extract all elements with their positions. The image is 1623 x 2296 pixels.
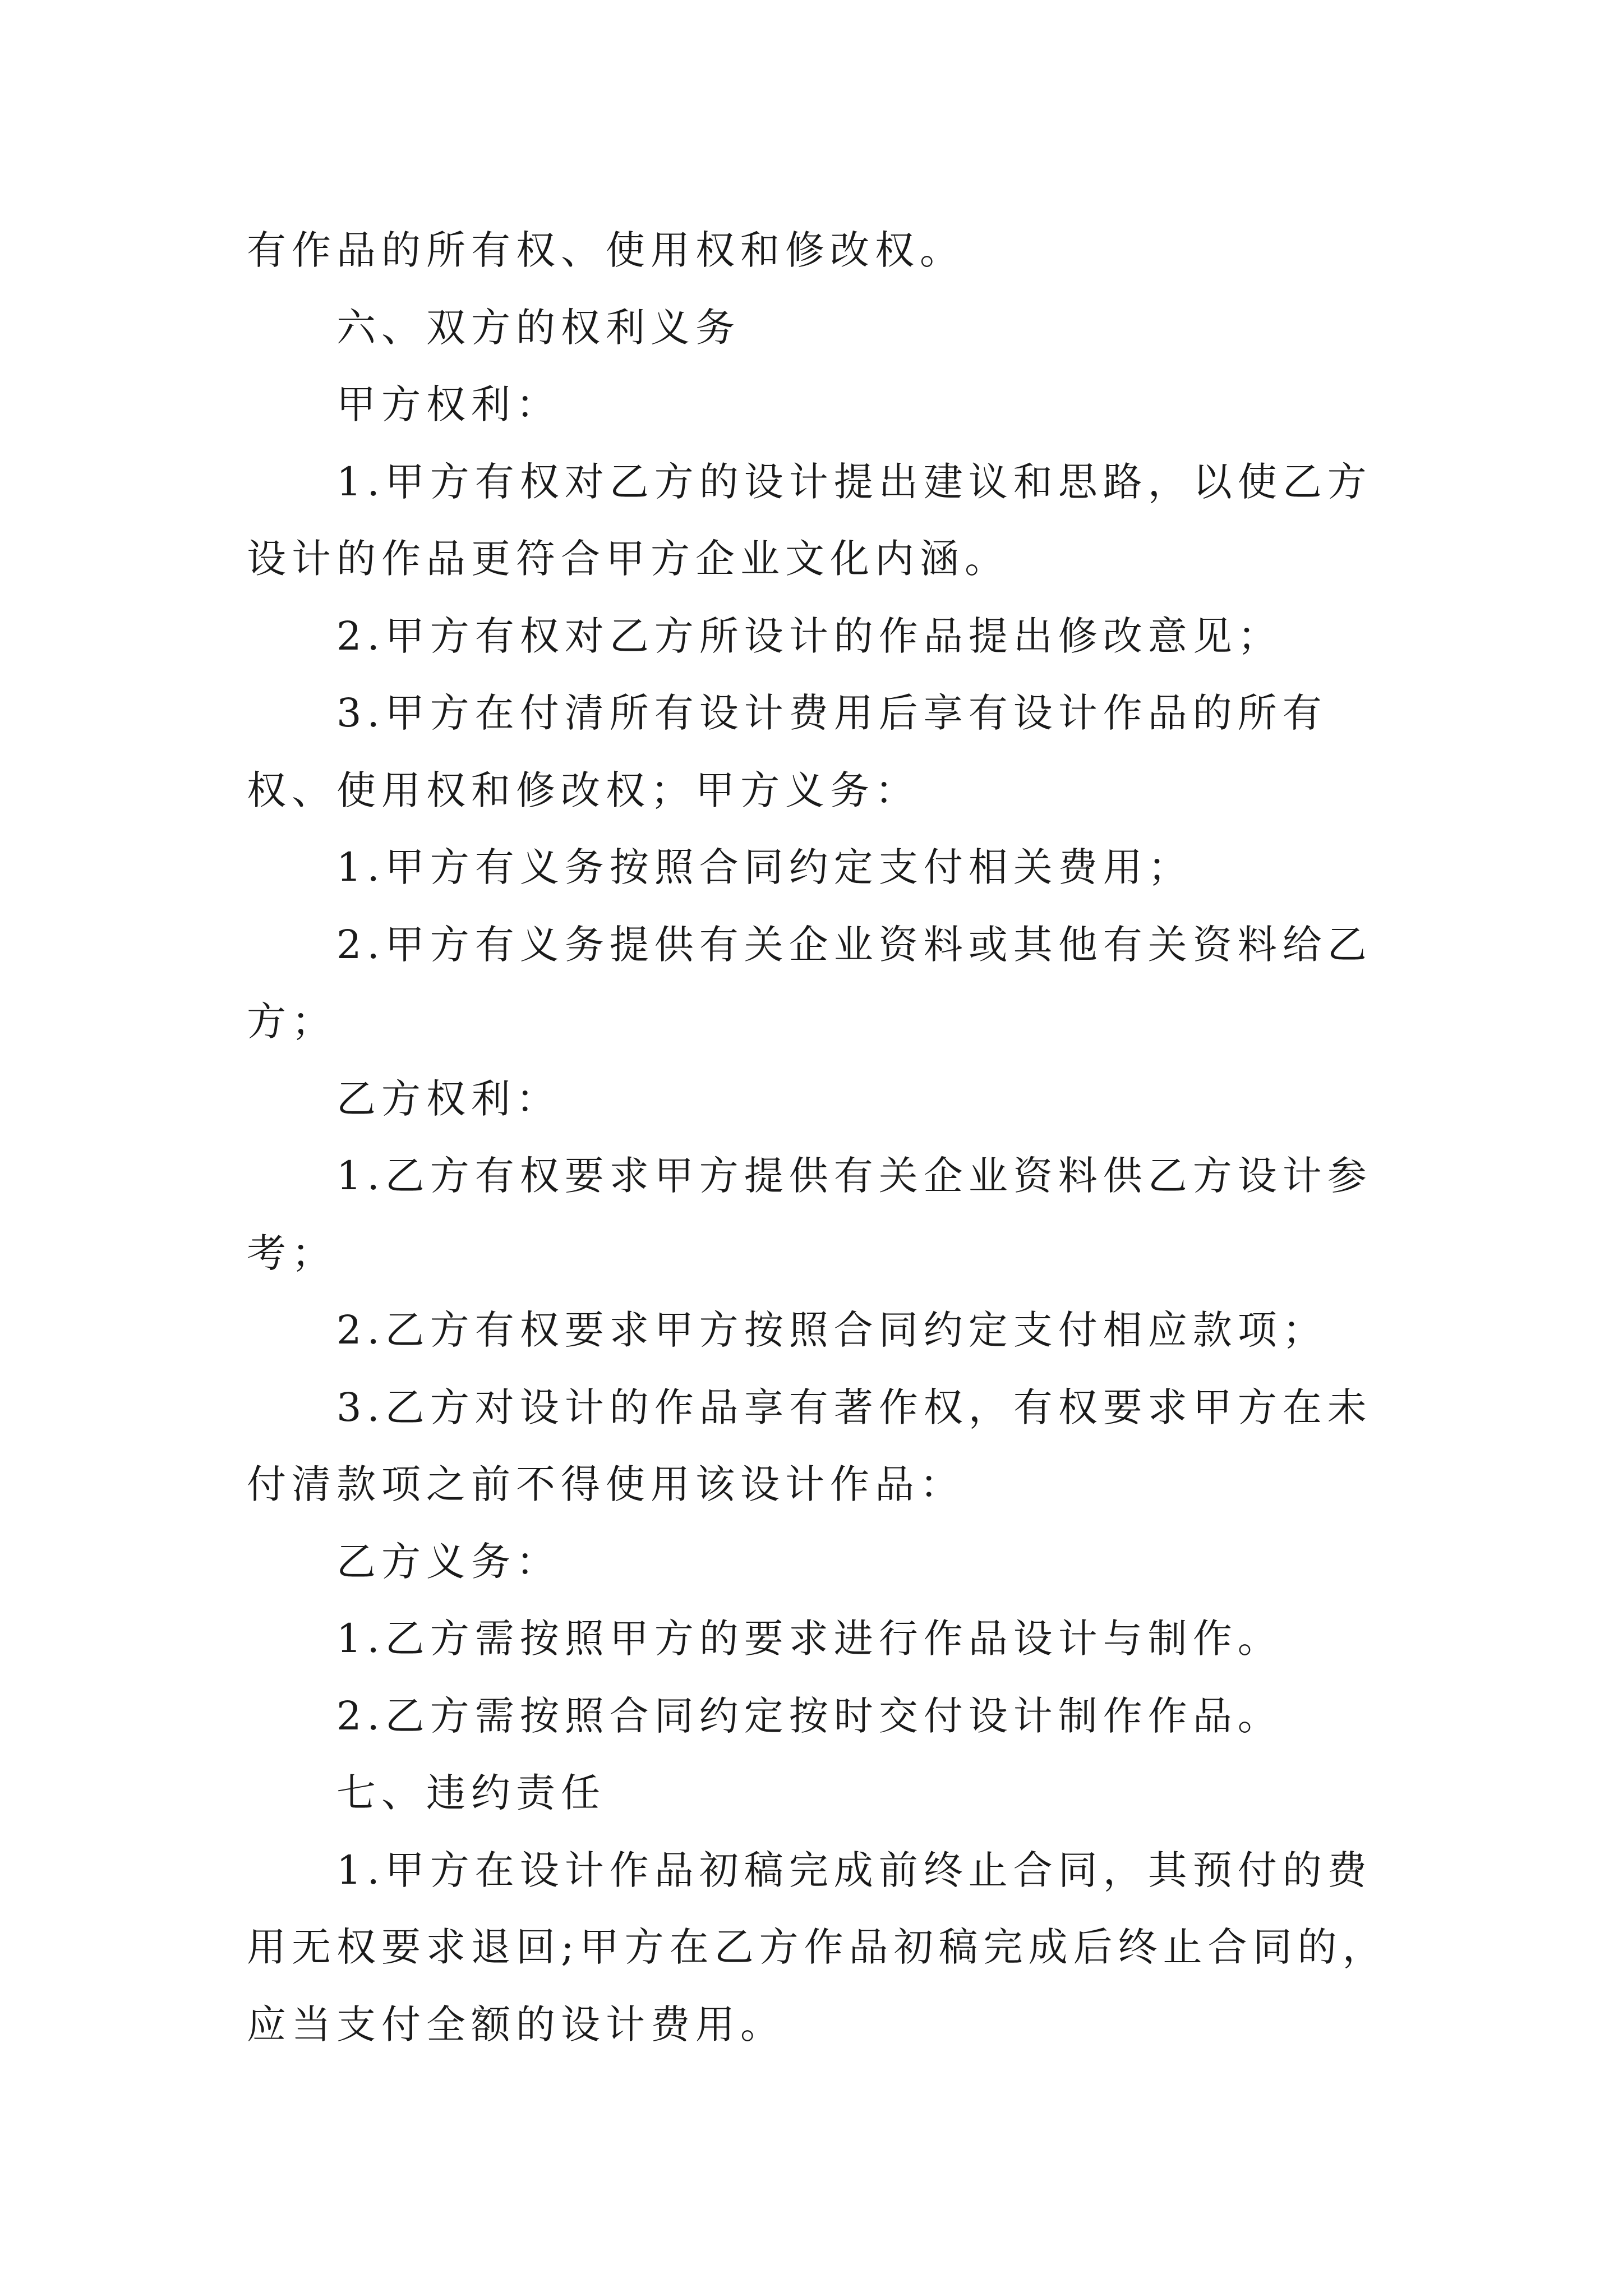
paragraph: 2.甲方有义务提供有关企业资料或其他有关资料给乙方； — [247, 921, 1372, 1045]
subsection-heading: 乙方权利： — [336, 1075, 561, 1122]
paragraph: 1.甲方有权对乙方的设计提出建议和思路，以使乙方设计的作品更符合甲方企业文化内涵。 — [247, 458, 1372, 582]
subsection-heading: 乙方义务： — [336, 1538, 561, 1585]
paragraph: 1.乙方需按照甲方的要求进行作品设计与制作。 — [336, 1616, 1283, 1662]
paragraph: 1.甲方有义务按照合同约定支付相关费用； — [336, 844, 1193, 890]
section-heading: 六、双方的权利义务 — [336, 304, 740, 351]
paragraph: 2.乙方有权要求甲方按照合同约定支付相应款项； — [336, 1307, 1327, 1353]
paragraph: 2.甲方有权对乙方所设计的作品提出修改意见； — [336, 613, 1283, 659]
paragraph: 1.甲方在设计作品初稿完成前终止合同，其预付的费用无权要求退回;甲方在乙方作品初稿完成后终止合同的，应当支付全额的设计费用。 — [247, 1847, 1387, 2047]
paragraph: 有作品的所有权、使用权和修改权。 — [247, 227, 965, 273]
section-heading: 七、违约责任 — [336, 1770, 606, 1816]
document-body — [247, 212, 1396, 2063]
paragraph: 2.乙方需按照合同约定按时交付设计制作作品。 — [336, 1692, 1283, 1739]
subsection-heading: 甲方权利： — [336, 381, 561, 427]
paragraph: 3.乙方对设计的作品享有著作权，有权要求甲方在未付清款项之前不得使用该设计作品： — [247, 1384, 1372, 1507]
paragraph: 1.乙方有权要求甲方提供有关企业资料供乙方设计参考； — [247, 1153, 1372, 1276]
paragraph: 3.甲方在付清所有设计费用后享有设计作品的所有权、使用权和修改权；甲方义务： — [247, 690, 1327, 813]
